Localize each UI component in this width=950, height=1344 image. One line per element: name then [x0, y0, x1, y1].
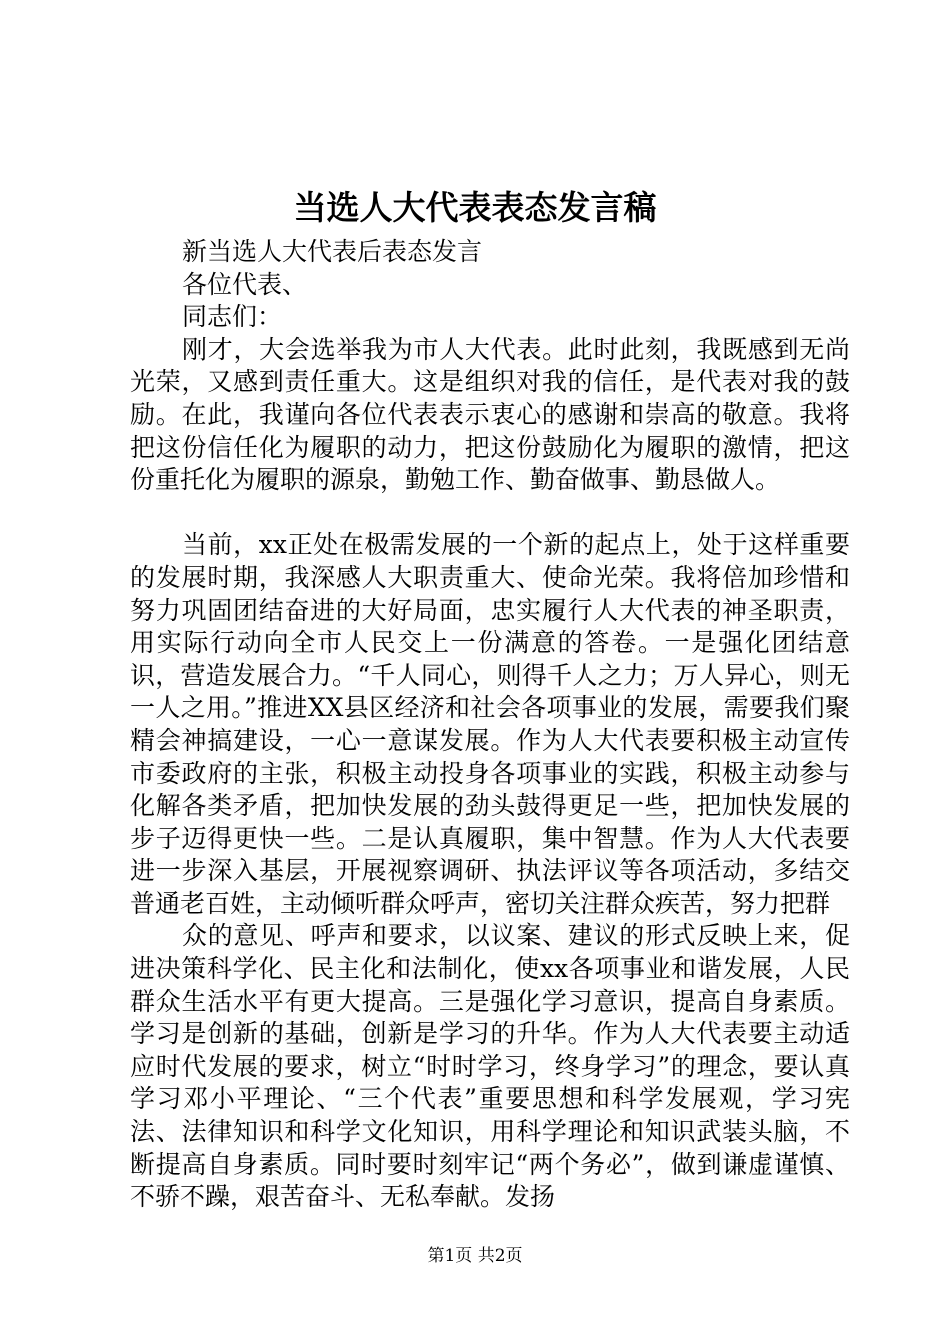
paragraph-salutation-1: 各位代表、 [182, 269, 308, 299]
paragraph-subtitle: 新当选人大代表后表态发言 [182, 237, 483, 266]
page-indicator: 第1页 共2页 [427, 1246, 523, 1266]
paragraph-spacer [130, 497, 850, 530]
paragraph-salutation-2: 同志们： [182, 302, 283, 332]
paragraph-continuation: 众的意见、呼声和要求，以议案、建议的形式反映上来，促进决策科学化、民主化和法制化，使xx各项事业和谐发展，人民群众生活水平有更大提高。三是强化学习意识，提高自身素质。学习是创新的基础，创新是学习的升华。作为人大代表要主动适应时代发展的要求，树立“时时学习，终身学习”的理念，要认真学习邓小平理论、“三个代表”重要思想和科学发展观，学习宪法、法律知识和科学文化知识，用科学理论和知识武装头脑，不断提高自身素质。同时要时刻牢记“两个务必”，做到谦虚谨慎、不骄不躁，艰苦奋斗、无私奉献。发扬 [130, 921, 850, 1212]
document-title: 当选人大代表表态发言稿 [293, 188, 657, 227]
paragraph-current-situation: 当前，xx正处在极需发展的一个新的起点上，处于这样重要的发展时期，我深感人大职责重大、使命光荣。我将倍加珍惜和努力巩固团结奋进的大好局面，忠实履行人大代表的神圣职责，用实际行动向全市人民交上一份满意的答卷。一是强化团结意识，营造发展合力。“千人同心，则得千人之力；万人异心，则无一人之用。”推进XX县区经济和社会各项事业的发展，需要我们聚精会神搞建设，一心一意谋发展。作为人大代表要积极主动宣传市委政府的主张，积极主动投身各项事业的实践，积极主动参与化解各类矛盾，把加快发展的劲头鼓得更足一些，把加快发展的步子迈得更快一些。二是认真履职，集中智慧。作为人大代表要进一步深入基层，开展视察调研、执法评议等各项活动，多结交普通老百姓，主动倾听群众呼声，密切关注群众疾苦，努力把群 [130, 530, 850, 918]
paragraph-opening: 刚才，大会选举我为市人大代表。此时此刻，我既感到无尚光荣，又感到责任重大。这是组织对我的信任，是代表对我的鼓励。在此，我谨向各位代表表示衷心的感谢和崇高的敬意。我将把这份信任化为履职的动力，把这份鼓励化为履职的激情，把这份重托化为履职的源泉，勤勉工作、勤奋做事、勤恳做人。 [130, 334, 850, 495]
document-body [130, 236, 850, 1214]
